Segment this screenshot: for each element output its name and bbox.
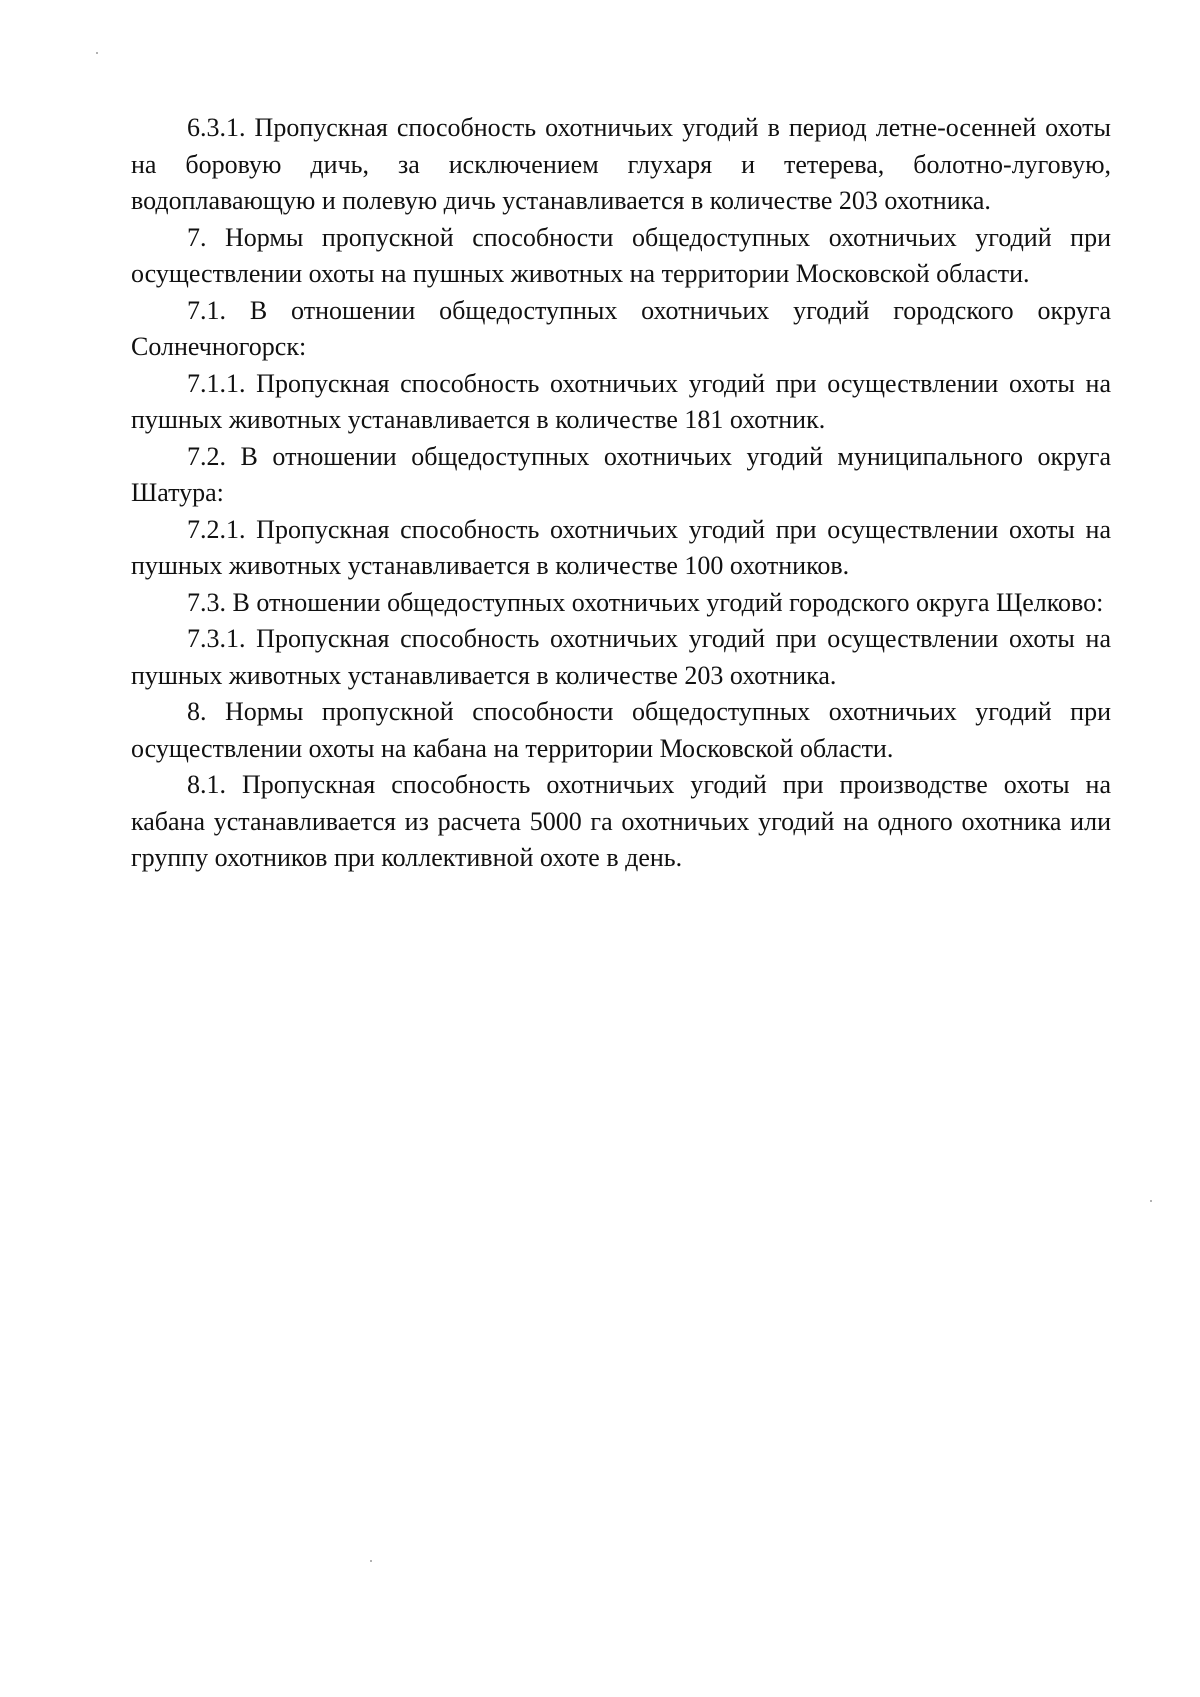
paragraph-7: 7. Нормы пропускной способности общедоступных охотничьих угодий при осуществлении охоты на пушных животных на территории Московской области. bbox=[131, 222, 1111, 288]
paragraph-7-3: 7.3. В отношении общедоступных охотничьих угодий городского округа Щелково: bbox=[187, 587, 1104, 617]
paragraph-7-2: 7.2. В отношении общедоступных охотничьих угодий муниципального округа Шатура: bbox=[131, 441, 1111, 507]
paragraph-7-1-1: 7.1.1. Пропускная способность охотничьих угодий при осуществлении охоты на пушных животных устанавливается в количестве 181 охотник. bbox=[131, 368, 1111, 434]
document-body bbox=[131, 110, 1111, 877]
scan-speck bbox=[96, 52, 98, 54]
scan-speck bbox=[1150, 1200, 1152, 1202]
paragraph-7-2-1: 7.2.1. Пропускная способность охотничьих угодий при осуществлении охоты на пушных животных устанавливается в количестве 100 охотников. bbox=[131, 514, 1111, 580]
paragraph-7-1: 7.1. В отношении общедоступных охотничьих угодий городского округа Солнечногорск: bbox=[131, 295, 1111, 361]
paragraph-8: 8. Нормы пропускной способности общедоступных охотничьих угодий при осуществлении охоты на кабана на территории Московской области. bbox=[131, 697, 1111, 763]
paragraph-7-3-1: 7.3.1. Пропускная способность охотничьих угодий при осуществлении охоты на пушных животных устанавливается в количестве 203 охотника. bbox=[131, 624, 1111, 690]
scan-speck bbox=[370, 1560, 372, 1562]
paragraph-8-1: 8.1. Пропускная способность охотничьих угодий при производстве охоты на кабана устанавливается из расчета 5000 га охотничьих угодий на одного охотника или группу охотников при коллективной охоте в день. bbox=[131, 770, 1111, 872]
paragraph-6-3-1: 6.3.1. Пропускная способность охотничьих угодий в период летне-осенней охоты на боровую дичь, за исключением глухаря и тетерева, болотно-луговую, водоплавающую и полевую дичь устанавливается в количестве 203 охотника. bbox=[131, 113, 1111, 215]
